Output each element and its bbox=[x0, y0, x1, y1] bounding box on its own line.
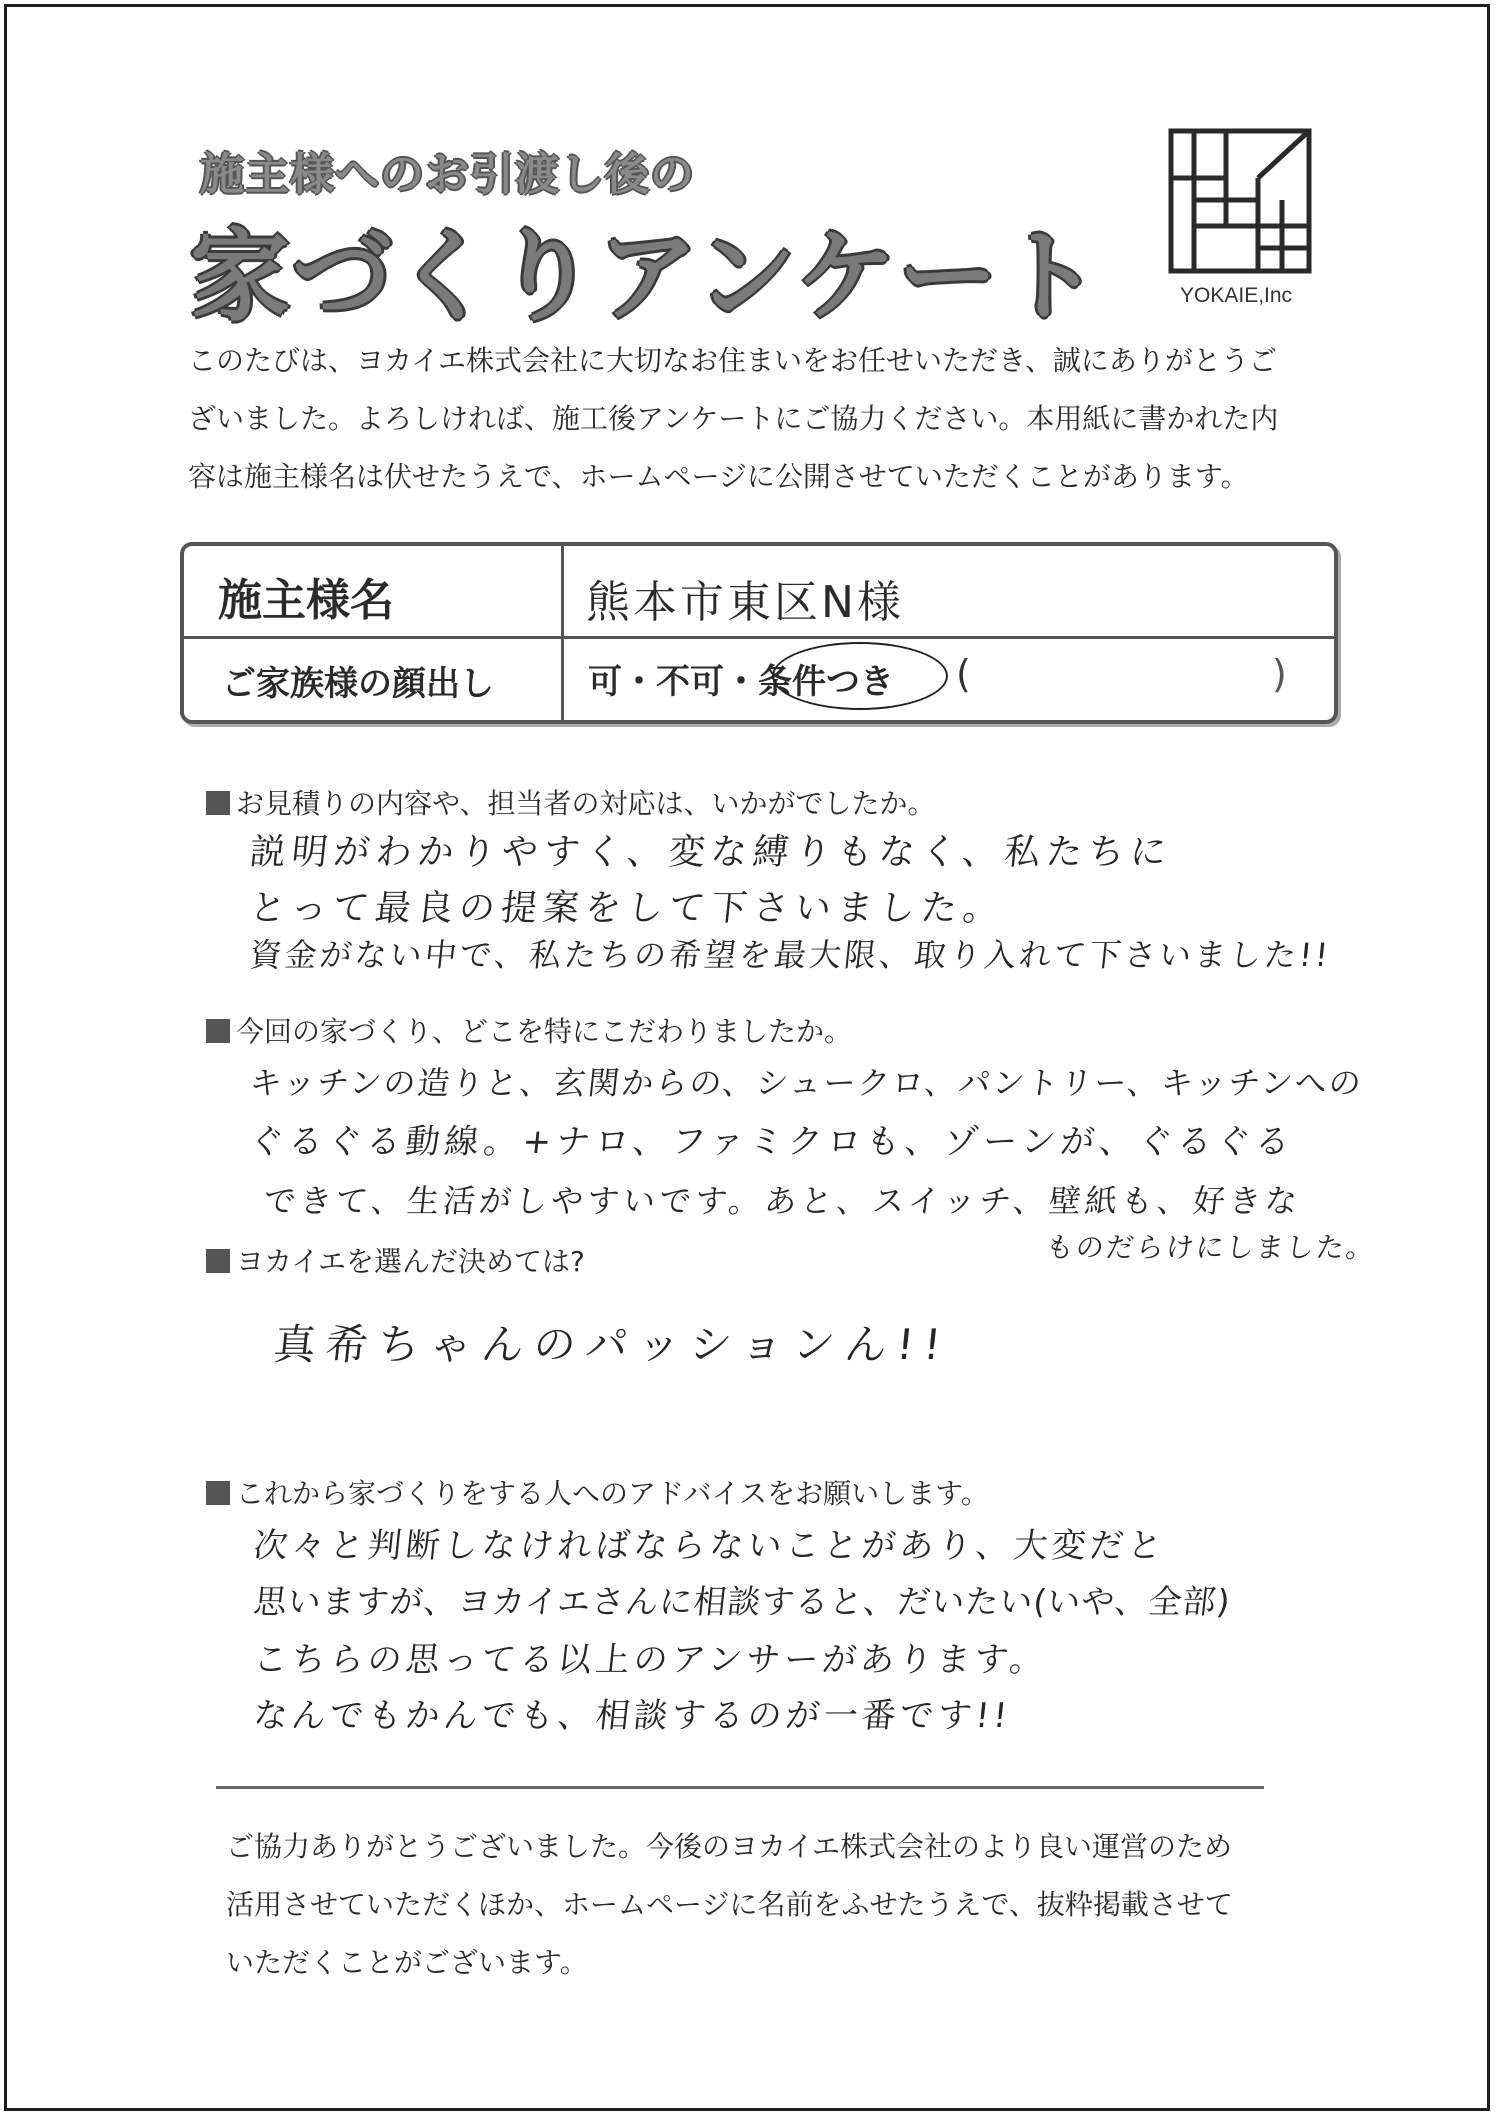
answer-line: 思いますが、ヨカイエさんに相談すると、だいたい(いや、全部) bbox=[251, 1582, 1233, 1621]
survey-title: 家づくりアンケート bbox=[190, 218, 1102, 335]
thanks-line: ご協力ありがとうございました。今後のヨカイエ株式会社のより良い運営のため bbox=[226, 1830, 1233, 1863]
intro-paragraph bbox=[188, 332, 1328, 506]
client-name-label: 施主様名 bbox=[218, 575, 394, 626]
thanks-paragraph bbox=[226, 1818, 1286, 1992]
condition-paren-close: ) bbox=[1272, 652, 1287, 696]
answer-line: なんでもかんでも、相談するのが一番です!! bbox=[251, 1696, 1013, 1736]
answer-line: できて、生活がしやすいです。あと、スイッチ、壁紙も、好きな bbox=[261, 1182, 1304, 1220]
answer-line: 真希ちゃんのパッションん!! bbox=[271, 1320, 954, 1369]
intro-line: このたびは、ヨカイエ株式会社に大切なお住まいをお任せいただき、誠にありがとうご bbox=[188, 344, 1277, 377]
question-advice: これから家づくりをする人へのアドバイスをお願いします。 bbox=[206, 1472, 989, 1512]
divider bbox=[216, 1786, 1264, 1789]
info-table bbox=[180, 542, 1338, 724]
question-decision: ヨカイエを選んだ決めては? bbox=[206, 1240, 585, 1280]
condition-paren-open: ( bbox=[956, 652, 971, 696]
face-display-options: 可・不可・条件つき bbox=[588, 662, 894, 702]
answer-line: こちらの思ってる以上のアンサーがあります。 bbox=[251, 1640, 1050, 1680]
answer-line: ものだらけにしました。 bbox=[1044, 1231, 1378, 1264]
client-name-value: 熊本市東区N様 bbox=[586, 577, 904, 628]
answer-line: とって最良の提案をして下さいました。 bbox=[247, 888, 1008, 929]
survey-subtitle: 施主様へのお引渡し後の bbox=[200, 149, 695, 200]
intro-line: ざいました。よろしければ、施工後アンケートにご協力ください。本用紙に書かれた内 bbox=[188, 402, 1279, 435]
answer-line: 説明がわかりやすく、変な縛りもなく、私たちに bbox=[247, 832, 1175, 873]
face-display-label: ご家族様の顔出し bbox=[222, 664, 494, 704]
answer-line: ぐるぐる動線。+ナロ、ファミクロも、ゾーンが、ぐるぐる bbox=[247, 1122, 1297, 1162]
question-estimate: お見積りの内容や、担当者の対応は、いかがでしたか。 bbox=[206, 782, 935, 822]
answer-line: 次々と判断しなければならないことがあり、大変だと bbox=[251, 1526, 1168, 1566]
question-focus: 今回の家づくり、どこを特にこだわりましたか。 bbox=[206, 1010, 852, 1050]
answer-line: キッチンの造りと、玄関からの、シュークロ、パントリー、キッチンへの bbox=[247, 1064, 1365, 1102]
intro-line: 容は施主様名は伏せたうえで、ホームページに公開させていただくことがあります。 bbox=[188, 460, 1249, 493]
answer-line: 資金がない中で、私たちの希望を最大限、取り入れて下さいました!! bbox=[247, 936, 1333, 974]
thanks-line: いただくことがございます。 bbox=[226, 1946, 588, 1979]
logo-text: YOKAIE,Inc bbox=[1180, 284, 1293, 307]
selected-option-circle bbox=[772, 642, 948, 710]
thanks-line: 活用させていただくほか、ホームページに名前をふせたうえで、抜粋掲載させて bbox=[226, 1888, 1233, 1921]
yokaie-logo-icon bbox=[1168, 128, 1312, 274]
